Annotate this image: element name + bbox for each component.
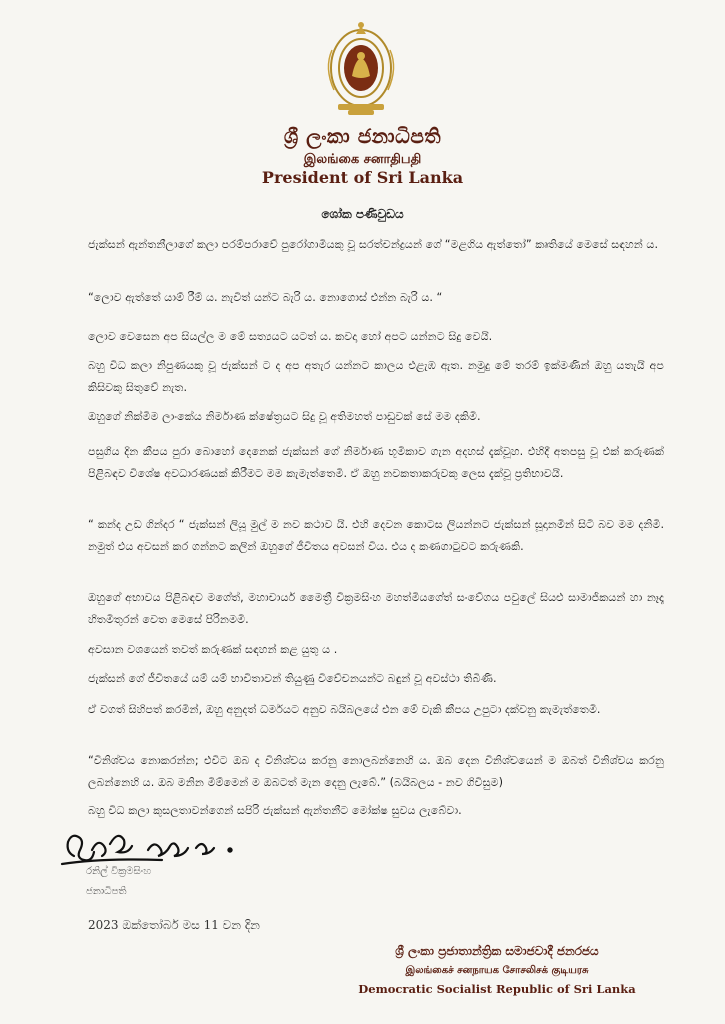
paragraph-2: “ලොව ඇත්තේ යාම් රීම් ය. නැවිත් යන්ට බැරි ය. නොගොස් එන්න බැරි ය. “: [88, 291, 443, 304]
paragraph-13: බහු විධ කලා කුසලතාවන්ගෙන් සපිරි ජැක්සන් ඇන්තනීට මෝක්ෂ සුවය ලැබේවා.: [88, 804, 462, 817]
paragraph-4: බහු විධ කලා නිපුණයකු වූ ජැක්සන් ට ද අප අතැර යන්නට කාලය එළැඹ ඇත. නමුදු මේ තරම් ඉක්මණින් ඔහු යතැයි අප කිසිවකු සිතුවේ නැත.: [88, 359, 664, 394]
paragraph-5: ඔහුගේ නික්මීම ලාංකේය නිර්මාණ ක්ෂේත්‍රයට සිදු වූ අතිමහත් පාඩුවක් සේ මම දකිමි.: [88, 410, 481, 423]
paragraph-12: “විනිශ්චය නොකරන්න; එවිට ඔබ ද විනිශ්චය කරනු නොලබන්නෙහි ය. ඔබ දෙන විනිශ්චයෙන් ම ඔබත් විනිශ්චය කරනු ලබන්නෙහි ය. ඔබ මනින මිම්මෙන් ම ඔබටත් මැන දෙනු ලැබේ.” (බයිබලය - නව ගිවිසුම): [88, 754, 664, 789]
state-emblem-icon: [318, 20, 404, 120]
paragraph-6: පසුගිය දින කීපය පුරා බොහෝ දෙනෙක් ජැක්සන් ගේ නිර්මාණ භූමිකාව ගැන අදහස් දැක්වූහ. එහිදී අතපසු වූ එක් කරුණක් පිළිබඳව විශේෂ අවධාරණයක් කිරීමට මම කැමැත්තෙමි. ඒ ඔහු නවකතාකරුවකු ලෙස දැක්වූ ප්‍රතිභාවයි.: [88, 445, 664, 480]
paragraph-7: “ කන්ද උඩ ගින්දර “ ජැක්සන් ලියූ මුල් ම නව කථාව යි. එහි දෙවන කොටස ලියන්නට ජැක්සන් සූදානමින් සිටි බව මම දනිමි. නමුත් එය අවසන් කර ගන්නට කලින් ඔහුගේ ජීවිතය අවසන් විය. එය ද කණගාටුවට කරුණකි.: [88, 518, 664, 553]
signatory-title: ජනාධිපති: [86, 886, 127, 897]
paragraph-8: ඔහුගේ අභාවය පිළිබඳව මගේත්, මහාචාර්ය මෛත්‍රී වික්‍රමසිංහ මහත්මියගේත් සංවේගය පවුලේ සියළු සාමාජිකයන් හා නෑදෑ හිතමිතුරන් වෙත මෙසේ පිරිනමමි.: [88, 591, 664, 626]
letter-date: 2023 ඔක්තෝබර් මස 11 වන දින: [88, 918, 260, 932]
paragraph-10: ජැක්සන් ගේ ජීවිතයේ යම් යම් භාවිතාවන් තියුණු විවේචනයන්ට බඳුන් වූ අවස්ථා තිබිණි.: [88, 672, 497, 685]
paragraph-9: අවසාන වශයෙන් තවත් කරුණක් සඳහන් කළ යුතු ය .: [88, 643, 338, 656]
header-tamil: இலங்கை சனாதிபதி: [303, 152, 422, 167]
signatory-name: රනිල් වික්‍රමසිංහ: [86, 866, 152, 877]
paragraph-11: ඒ වගත් සිහිපත් කරමින්, ඔහු අනුදත් ධර්මයට අනුව බයිබලයේ එන මේ වැකි කීපය උපුටා දක්වනු කැමැත්තෙමි.: [88, 703, 601, 716]
handwritten-signature: [52, 820, 262, 882]
footer-tamil: இலங்கைச் சனநாயக சோசலிசக் குடியரசு: [405, 965, 589, 976]
header-english: President of Sri Lanka: [261, 168, 464, 187]
footer-sinhala: ශ්‍රී ලංකා ප්‍රජාතාන්ත්‍රික සමාජවාදී ජනරජය: [395, 944, 599, 958]
paragraph-1: ජැක්සන් ඇන්තනීලාගේ කලා පරම්පරාවේ පුරෝගාමියකු වූ සරත්චන්ද්‍රයන් ගේ “මළගිය ඇත්තෝ” කෘතියේ මෙසේ සඳහන් ය.: [88, 238, 659, 251]
paragraph-3: ලොව වෙසෙන අප සියල්ල ම මේ සත්‍යයට යටත් ය. කවදා හෝ අපට යන්නට සිදු වෙයි.: [88, 330, 493, 343]
letter-subject: ශෝක පණිවුඩය: [321, 207, 404, 221]
footer-english: Democratic Socialist Republic of Sri Lanka: [358, 982, 636, 996]
header-sinhala: ශ්‍රී ලංකා ජනාධිපති: [283, 124, 442, 148]
